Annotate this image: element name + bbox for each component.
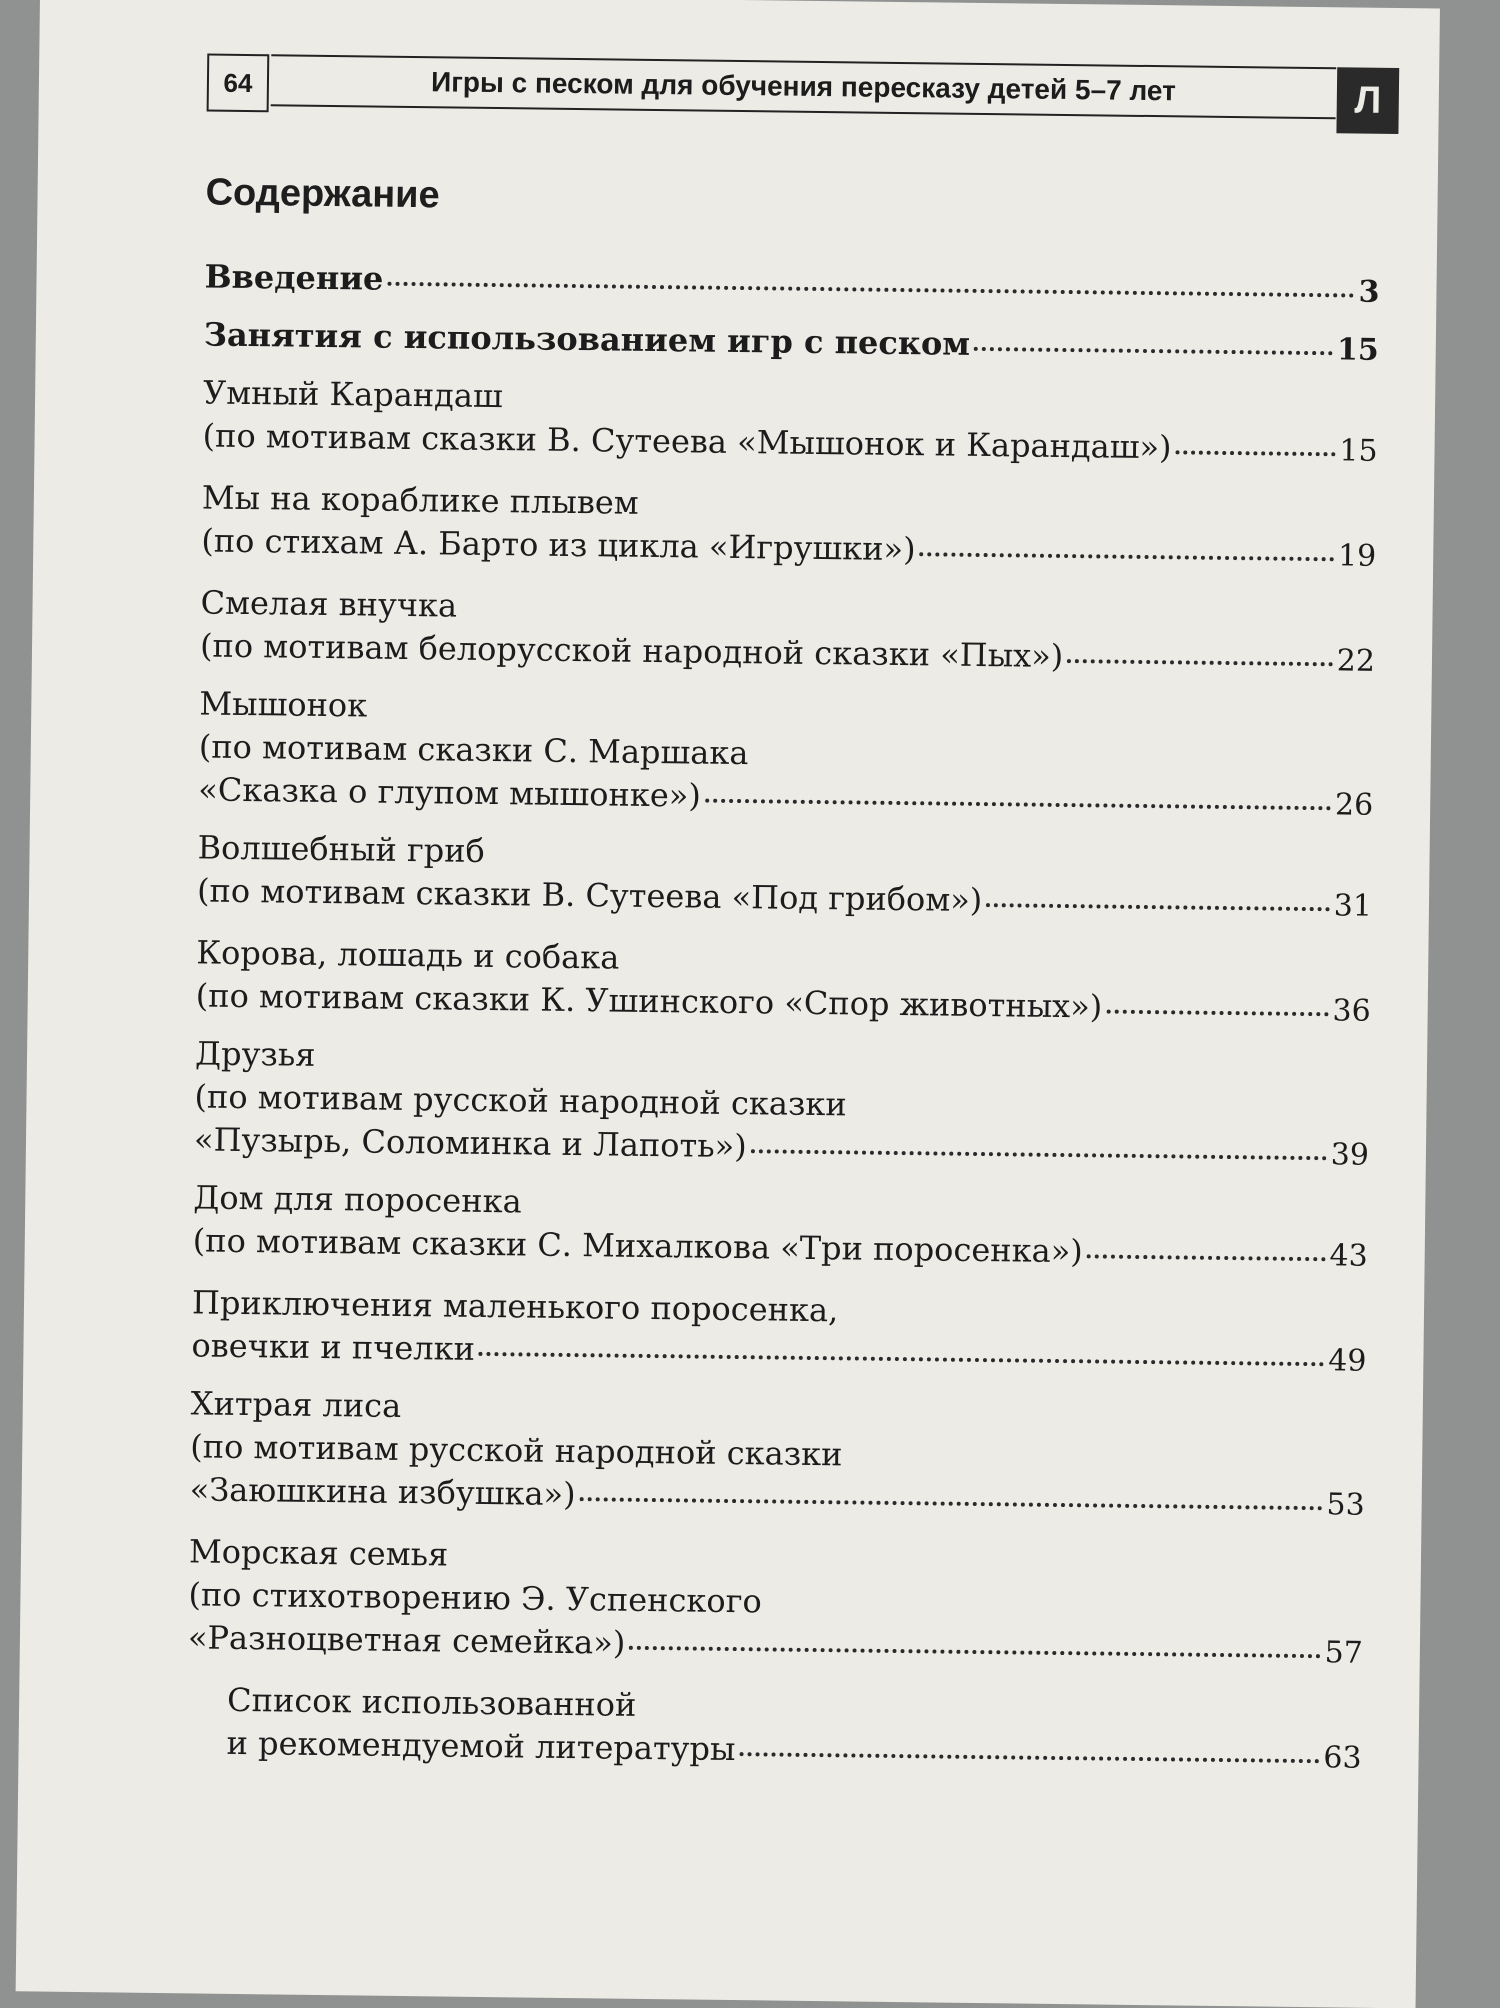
dot-leader	[1106, 1010, 1328, 1017]
toc-entry-title-line: (по мотивам сказки В. Сутеева «Мышонок и Карандаш»)	[202, 416, 1172, 467]
toc-entry	[202, 371, 1378, 472]
toc-entry-title-line: Введение	[204, 257, 384, 298]
dot-leader	[739, 1752, 1319, 1763]
toc-page-number: 53	[1326, 1487, 1365, 1523]
toc-entry-title-line: Смелая внучка	[200, 583, 458, 625]
toc-heading: Содержание	[205, 171, 440, 217]
toc-entry-title-line: (по стихам А. Барто из цикла «Игрушки»)	[201, 521, 916, 569]
toc-page-number: 15	[1336, 332, 1379, 368]
toc-entry	[193, 1176, 1369, 1277]
toc-entry	[188, 1530, 1365, 1674]
toc-entry-title-line: Хитрая лиса	[190, 1384, 402, 1425]
toc-entry	[189, 1382, 1366, 1526]
dot-leader	[629, 1646, 1320, 1658]
toc-page-number: 49	[1328, 1343, 1367, 1379]
toc-entry-title-line: и рекомендуемой литературы	[226, 1723, 736, 1769]
toc-page-number: 57	[1324, 1635, 1364, 1671]
toc-entry-title-line: «Заюшкина избушка»)	[189, 1470, 576, 1514]
table-of-contents	[186, 241, 1380, 1779]
toc-page-number: 15	[1339, 433, 1378, 469]
toc-page-number: 43	[1329, 1238, 1368, 1274]
toc-entry	[204, 255, 1379, 313]
toc-entry-title-line: Умный Карандаш	[202, 373, 503, 416]
toc-entry	[201, 476, 1377, 577]
toc-entry-title-line: (по мотивам русской народной сказки	[194, 1077, 847, 1124]
toc-entry	[197, 826, 1373, 927]
toc-entry-title-line: Мышонок	[199, 684, 368, 725]
toc-entry-title-line: Морская семья	[188, 1532, 449, 1574]
running-head	[207, 53, 1403, 126]
toc-entry-title-line: «Сказка о глупом мышонке»)	[198, 770, 702, 815]
dot-leader	[1087, 1254, 1326, 1261]
toc-entry-title-line: Дом для поросенка	[193, 1178, 522, 1221]
toc-page-number: 19	[1337, 538, 1377, 574]
toc-entry-title-line: «Пузырь, Соломинка и Лапоть»)	[193, 1120, 747, 1166]
toc-entry-last-line	[204, 313, 1379, 371]
toc-entry-title-line: (по мотивам белорусской народной сказки «Пых»)	[199, 626, 1064, 675]
dot-leader	[705, 799, 1331, 811]
toc-entry	[198, 682, 1375, 826]
toc-entry-title-line: (по мотивам сказки С. Михалкова «Три поросенка»)	[192, 1221, 1084, 1271]
toc-entry	[191, 1281, 1367, 1382]
toc-entry-last-line	[204, 255, 1379, 313]
book-page	[16, 0, 1440, 2008]
dot-leader	[1175, 450, 1335, 456]
dot-leader	[580, 1497, 1323, 1510]
toc-entry-title-line: (по мотивам сказки С. Маршака	[198, 727, 749, 773]
toc-page-number: 63	[1323, 1740, 1362, 1776]
toc-entry-title-line: (по мотивам русской народной сказки	[190, 1427, 843, 1474]
toc-page-number: 39	[1330, 1137, 1370, 1173]
toc-entry-title-line: Занятия с использованием игр с песком	[203, 315, 971, 363]
toc-entry	[196, 931, 1372, 1032]
dot-leader	[387, 282, 1354, 298]
dot-leader	[986, 903, 1330, 911]
toc-page-number: 22	[1336, 643, 1376, 679]
toc-page-number: 31	[1333, 888, 1373, 924]
toc-page-number: 3	[1358, 274, 1380, 310]
dot-leader	[974, 347, 1333, 355]
toc-entry	[200, 581, 1376, 682]
toc-entry-title-line: (по стихотворению Э. Успенского	[188, 1575, 762, 1621]
toc-entry-title-line: (по мотивам сказки К. Ушинского «Спор животных»)	[195, 976, 1103, 1026]
toc-entry	[194, 1032, 1371, 1176]
toc-entry-title-line: Волшебный гриб	[197, 828, 486, 870]
toc-entry	[186, 1678, 1362, 1779]
toc-entry-title-line: Друзья	[194, 1034, 316, 1074]
toc-entry-title-line: Список использованной	[226, 1680, 637, 1724]
section-tab: Л	[1336, 67, 1399, 134]
toc-entry-title-line: Корова, лошадь и собака	[196, 933, 620, 977]
page-number: 64	[207, 53, 270, 112]
dot-leader	[1067, 659, 1333, 666]
toc-entry-title-line: овечки и пчелки	[191, 1326, 476, 1368]
toc-entry-title-line: Приключения маленького поросенка,	[191, 1283, 839, 1330]
toc-entry-title-line: (по мотивам сказки В. Сутеева «Под грибом»)	[196, 871, 983, 920]
toc-entry-title-line: «Разноцветная семейка»)	[187, 1618, 626, 1662]
toc-page-number: 36	[1332, 993, 1371, 1029]
toc-entry-title-line: Мы на кораблике плывем	[201, 478, 639, 522]
toc-entry	[204, 313, 1379, 371]
book-title: Игры с песком для обучения пересказу детей 5–7 лет	[271, 54, 1337, 119]
dot-leader	[751, 1149, 1327, 1160]
toc-page-number: 26	[1334, 787, 1374, 823]
dot-leader	[920, 552, 1335, 561]
dot-leader	[479, 1352, 1324, 1366]
